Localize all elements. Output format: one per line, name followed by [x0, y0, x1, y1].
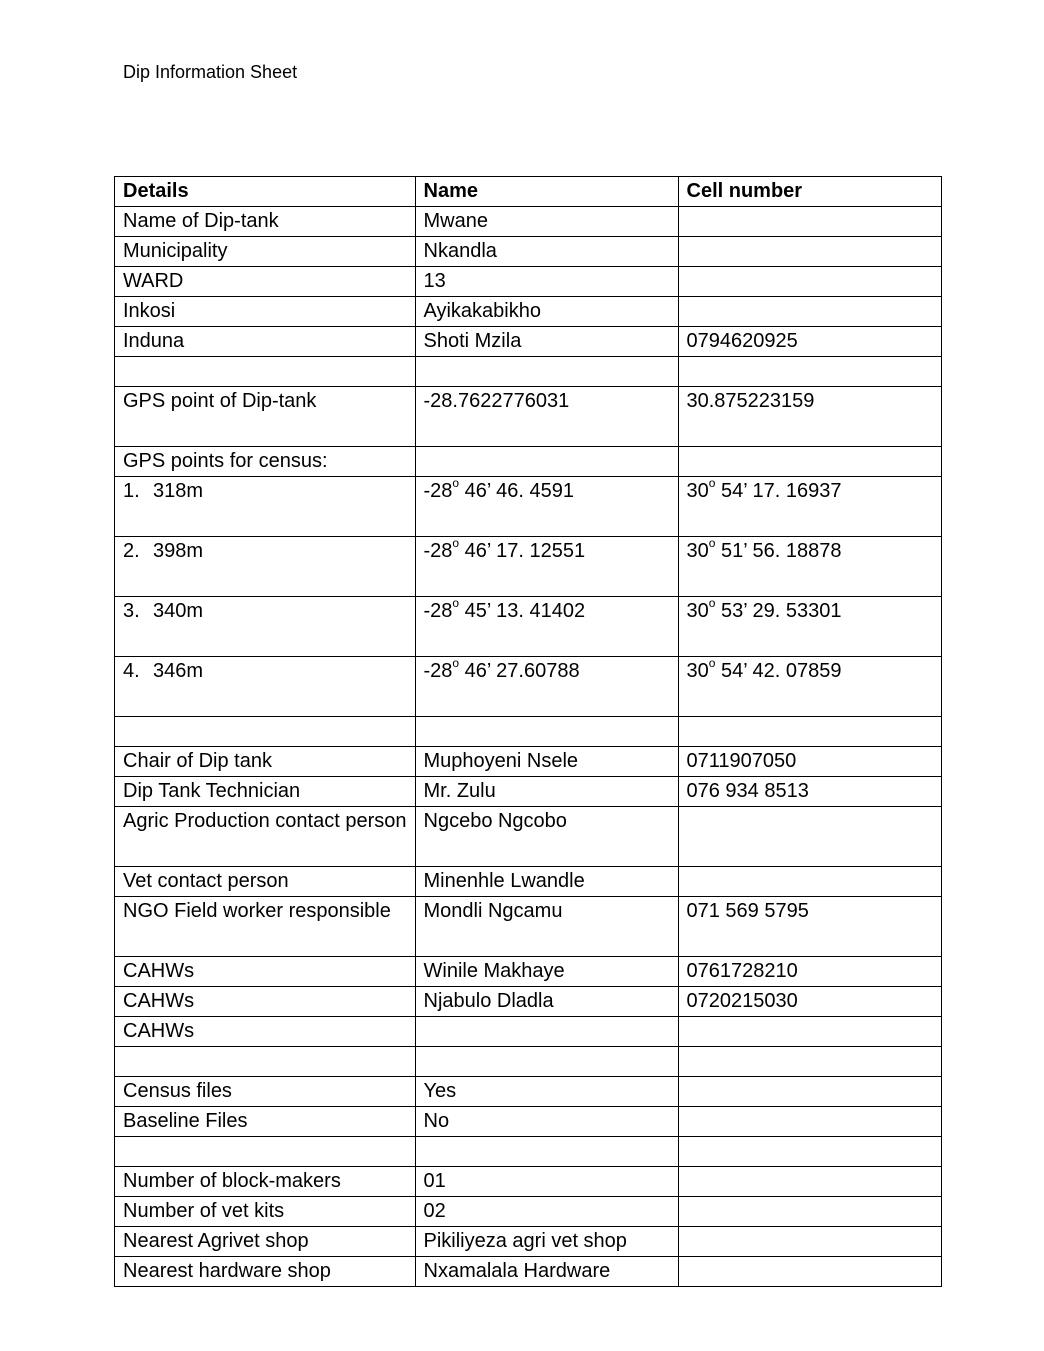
name-cell: Muphoyeni Nsele — [415, 747, 678, 777]
page-header-title: Dip Information Sheet — [123, 62, 298, 82]
cell-number-cell: 076 934 8513 — [678, 777, 941, 807]
table-row — [115, 747, 942, 777]
detail-cell: Vet contact person — [115, 867, 416, 897]
detail-cell — [115, 1137, 416, 1167]
name-cell: Njabulo Dladla — [415, 987, 678, 1017]
name-cell: Mwane — [415, 207, 678, 237]
table-row — [115, 1167, 942, 1197]
detail-cell — [115, 597, 416, 657]
detail-cell: Baseline Files — [115, 1107, 416, 1137]
degree-superscript: o — [708, 536, 716, 551]
detail-cell — [115, 357, 416, 387]
table-row — [115, 537, 942, 597]
detail-cell: Chair of Dip tank — [115, 747, 416, 777]
column-header-name: Name — [415, 177, 678, 207]
list-number: 4. — [123, 660, 140, 682]
table-row — [115, 1017, 942, 1047]
detail-cell: Agric Production contact person — [115, 807, 416, 867]
cell-number-cell — [678, 1167, 941, 1197]
column-header-cell-number: Cell number — [678, 177, 941, 207]
table-row — [115, 867, 942, 897]
cell-number-cell — [678, 237, 941, 267]
detail-text: 346m — [153, 660, 204, 682]
name-cell — [415, 1137, 678, 1167]
detail-cell: CAHWs — [115, 987, 416, 1017]
name-cell: -28$^o$ 46’ 27.60788 — [415, 657, 678, 717]
cell-number-cell: 30.875223159 — [678, 387, 941, 447]
name-cell: -28$^o$ 46’ 46. 4591 — [415, 477, 678, 537]
detail-cell: CAHWs — [115, 1017, 416, 1047]
name-cell: Winile Makhaye — [415, 957, 678, 987]
cell-number-cell — [678, 1077, 941, 1107]
detail-cell: Inkosi — [115, 297, 416, 327]
table-body — [115, 207, 942, 1287]
name-cell: 01 — [415, 1167, 678, 1197]
detail-cell: GPS point of Dip-tank — [115, 387, 416, 447]
detail-cell: GPS points for census: — [115, 447, 416, 477]
table-row — [115, 987, 942, 1017]
name-cell: No — [415, 1107, 678, 1137]
column-header-details: Details — [115, 177, 416, 207]
dip-info-table — [114, 176, 942, 1287]
table-row — [115, 207, 942, 237]
degree-superscript: o — [708, 476, 716, 491]
cell-number-cell: 0794620925 — [678, 327, 941, 357]
table-row — [115, 717, 942, 747]
table-row — [115, 1077, 942, 1107]
cell-number-cell — [678, 1017, 941, 1047]
cell-number-cell — [678, 297, 941, 327]
table-row — [115, 387, 942, 447]
cell-number-cell — [678, 357, 941, 387]
cell-number-cell: 0711907050 — [678, 747, 941, 777]
name-cell: Shoti Mzila — [415, 327, 678, 357]
detail-cell: NGO Field worker responsible — [115, 897, 416, 957]
detail-text: 318m — [153, 480, 204, 502]
cell-number-cell — [678, 267, 941, 297]
detail-cell: WARD — [115, 267, 416, 297]
degree-superscript: o — [708, 656, 716, 671]
name-cell — [415, 447, 678, 477]
cell-number-cell — [678, 1047, 941, 1077]
cell-number-cell — [678, 1227, 941, 1257]
name-cell: Yes — [415, 1077, 678, 1107]
table-row — [115, 447, 942, 477]
table-row — [115, 807, 942, 867]
name-cell — [415, 1047, 678, 1077]
name-cell — [415, 357, 678, 387]
degree-superscript: o — [708, 596, 716, 611]
cell-number-cell — [678, 867, 941, 897]
table-header-row — [115, 177, 942, 207]
cell-number-cell — [678, 447, 941, 477]
name-cell: Ayikakabikho — [415, 297, 678, 327]
degree-superscript: o — [452, 596, 460, 611]
table-row — [115, 777, 942, 807]
name-cell — [415, 1017, 678, 1047]
cell-number-cell — [678, 717, 941, 747]
name-cell: Nkandla — [415, 237, 678, 267]
table-row — [115, 237, 942, 267]
cell-number-cell: 0761728210 — [678, 957, 941, 987]
name-cell: Mondli Ngcamu — [415, 897, 678, 957]
detail-cell — [115, 537, 416, 597]
degree-superscript: o — [452, 656, 460, 671]
table-row — [115, 1107, 942, 1137]
name-cell: -28$^o$ 46’ 17. 12551 — [415, 537, 678, 597]
table-row — [115, 1197, 942, 1227]
detail-cell: Name of Dip-tank — [115, 207, 416, 237]
table-row — [115, 597, 942, 657]
cell-number-cell — [678, 1107, 941, 1137]
cell-number-cell: 30$^o$ 53’ 29. 53301 — [678, 597, 941, 657]
name-cell: -28.7622776031 — [415, 387, 678, 447]
cell-number-cell — [678, 1137, 941, 1167]
cell-number-cell: 30$^o$ 54’ 42. 07859 — [678, 657, 941, 717]
table-row — [115, 297, 942, 327]
list-number: 2. — [123, 540, 140, 562]
table-row — [115, 327, 942, 357]
detail-text: 398m — [153, 540, 204, 562]
detail-cell: Dip Tank Technician — [115, 777, 416, 807]
name-cell: Mr. Zulu — [415, 777, 678, 807]
detail-cell — [115, 657, 416, 717]
list-number: 1. — [123, 480, 140, 502]
detail-cell: Municipality — [115, 237, 416, 267]
cell-number-cell — [678, 207, 941, 237]
degree-superscript: o — [452, 536, 460, 551]
table-row — [115, 957, 942, 987]
detail-cell: Number of vet kits — [115, 1197, 416, 1227]
detail-cell: Number of block-makers — [115, 1167, 416, 1197]
name-cell: -28$^o$ 45’ 13. 41402 — [415, 597, 678, 657]
table-row — [115, 267, 942, 297]
table-row — [115, 477, 942, 537]
detail-cell — [115, 1047, 416, 1077]
detail-text: 340m — [153, 600, 204, 622]
cell-number-cell: 0720215030 — [678, 987, 941, 1017]
degree-superscript: o — [452, 476, 460, 491]
detail-cell: Nearest hardware shop — [115, 1257, 416, 1287]
name-cell: Pikiliyeza agri vet shop — [415, 1227, 678, 1257]
cell-number-cell — [678, 1197, 941, 1227]
detail-cell: Census files — [115, 1077, 416, 1107]
detail-cell — [115, 717, 416, 747]
cell-number-cell — [678, 807, 941, 867]
table-row — [115, 1227, 942, 1257]
table-row — [115, 897, 942, 957]
list-number: 3. — [123, 600, 140, 622]
table-row — [115, 1047, 942, 1077]
table-row — [115, 1137, 942, 1167]
cell-number-cell — [678, 1257, 941, 1287]
name-cell: Minenhle Lwandle — [415, 867, 678, 897]
name-cell: Ngcebo Ngcobo — [415, 807, 678, 867]
detail-cell: Induna — [115, 327, 416, 357]
cell-number-cell: 30$^o$ 54’ 17. 16937 — [678, 477, 941, 537]
name-cell — [415, 717, 678, 747]
cell-number-cell: 071 569 5795 — [678, 897, 941, 957]
detail-cell: Nearest Agrivet shop — [115, 1227, 416, 1257]
name-cell: 02 — [415, 1197, 678, 1227]
name-cell: Nxamalala Hardware — [415, 1257, 678, 1287]
table-row — [115, 1257, 942, 1287]
detail-cell — [115, 477, 416, 537]
table-row — [115, 357, 942, 387]
name-cell: 13 — [415, 267, 678, 297]
cell-number-cell: 30$^o$ 51’ 56. 18878 — [678, 537, 941, 597]
table-row — [115, 657, 942, 717]
detail-cell: CAHWs — [115, 957, 416, 987]
